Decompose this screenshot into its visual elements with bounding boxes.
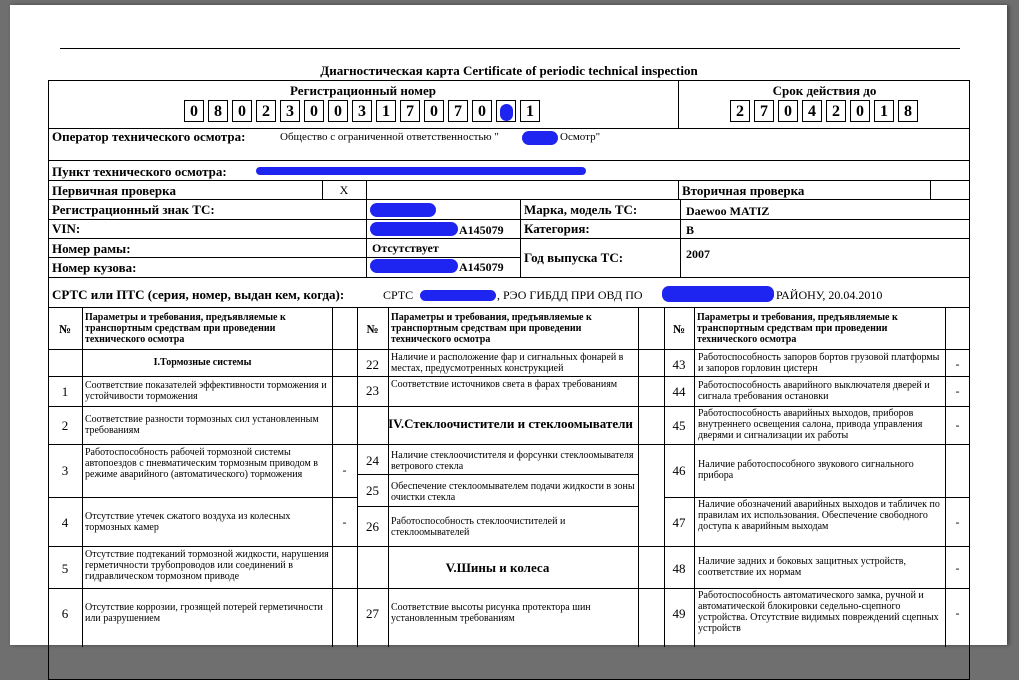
document-title: Диагностическая карта Certificate of periodic technical inspection bbox=[320, 63, 698, 78]
row-mark: - bbox=[955, 418, 960, 432]
vin-value: A145079 bbox=[459, 223, 504, 237]
row-number: 48 bbox=[672, 561, 686, 576]
row-number: 24 bbox=[366, 453, 379, 468]
row-text: Наличие стеклоочистителя и форсунки стеклоомывателя ветрового стекла bbox=[391, 450, 634, 472]
row-mark: - bbox=[955, 357, 960, 371]
grid-line bbox=[357, 444, 664, 445]
validity-digit: 0 bbox=[778, 100, 798, 122]
year-value: 2007 bbox=[686, 247, 710, 261]
reg-digit: 8 bbox=[208, 100, 228, 122]
grid-line bbox=[357, 588, 664, 589]
operator-value-end: Осмотр" bbox=[560, 131, 601, 143]
primary-check-mark: X bbox=[339, 183, 349, 197]
grid-line bbox=[664, 406, 970, 407]
row-text: Соответствие разности тормозных сил установленным требованиям bbox=[85, 414, 319, 436]
redaction-mark bbox=[370, 259, 458, 273]
redaction-mark bbox=[370, 203, 436, 217]
grid-line bbox=[48, 406, 357, 407]
validity-digit: 8 bbox=[898, 100, 918, 122]
category-value: B bbox=[686, 223, 695, 237]
operator-value: Общество с ограниченной ответственностью " bbox=[280, 131, 499, 143]
validity-digit: 0 bbox=[850, 100, 870, 122]
row-mark: - bbox=[342, 515, 347, 529]
reg-digit: 0 bbox=[184, 100, 204, 122]
section-title: IV.Стеклоочистители и стеклоомыватели bbox=[388, 416, 633, 431]
row-text: Работоспособность рабочей тормозной системы автопоездов с пневматическим тормозным приводом в режиме аварийного (автоматического) торможения bbox=[85, 447, 319, 480]
reg-digit: 0 bbox=[304, 100, 324, 122]
operator-label: Оператор технического осмотра: bbox=[52, 129, 246, 144]
divider bbox=[678, 180, 679, 199]
divider bbox=[48, 257, 520, 258]
row-text: Отсутствие подтеканий тормозной жидкости, нарушения герметичности трубопроводов или соединений в гидравлическом тормозном приводе bbox=[85, 549, 329, 582]
row-text: Соответствие источников света в фарах требованиям bbox=[391, 379, 618, 390]
primary-check-label: Первичная проверка bbox=[52, 183, 176, 198]
grid-line bbox=[664, 546, 970, 547]
row-mark: - bbox=[342, 463, 347, 477]
reg-digit: 7 bbox=[400, 100, 420, 122]
grid-line bbox=[48, 349, 970, 350]
row-number: 45 bbox=[672, 418, 686, 433]
row-text: Работоспособность аварийного выключателя дверей и сигнала требования остановки bbox=[698, 380, 930, 402]
row-mark: - bbox=[955, 606, 960, 620]
grid-line bbox=[48, 546, 357, 547]
row-number: 43 bbox=[672, 357, 686, 372]
body-number-label: Номер кузова: bbox=[52, 260, 137, 275]
divider bbox=[48, 238, 970, 239]
divider bbox=[48, 180, 970, 181]
inspection-point-label: Пункт технического осмотра: bbox=[52, 164, 227, 179]
grid-line bbox=[638, 307, 639, 647]
row-text: Отсутствие коррозии, грозящей потерей герметичности или разрушением bbox=[85, 602, 323, 624]
section-title: I.Тормозные системы bbox=[153, 357, 252, 368]
row-number: 5 bbox=[61, 561, 69, 576]
row-number: 46 bbox=[672, 463, 686, 478]
divider bbox=[48, 219, 970, 220]
grid-line bbox=[48, 497, 357, 498]
reg-digit: 1 bbox=[376, 100, 396, 122]
reg-digit: 1 bbox=[520, 100, 540, 122]
validity-digit: 1 bbox=[874, 100, 894, 122]
grid-line bbox=[664, 444, 970, 445]
no-header: № bbox=[366, 322, 379, 336]
row-number: 6 bbox=[61, 606, 69, 621]
reg-digit: 3 bbox=[280, 100, 300, 122]
grid-line bbox=[664, 497, 970, 498]
grid-line bbox=[357, 506, 638, 507]
row-number: 49 bbox=[672, 606, 686, 621]
validity-digits bbox=[730, 100, 922, 122]
validity-digit: 4 bbox=[802, 100, 822, 122]
redaction-mark bbox=[256, 167, 586, 175]
row-text: Работоспособность запоров бортов грузовой платформы и запоров горловин цистерн bbox=[698, 352, 940, 374]
grid-line bbox=[694, 307, 695, 647]
row-number: 47 bbox=[672, 515, 686, 530]
validity-digit: 7 bbox=[754, 100, 774, 122]
validity-digit: 2 bbox=[730, 100, 750, 122]
srts-suffix: РАЙОНУ, 20.04.2010 bbox=[776, 288, 883, 302]
reg-digit: 0 bbox=[424, 100, 444, 122]
grid-line bbox=[357, 546, 664, 547]
redaction-mark bbox=[500, 104, 513, 121]
reg-digit: 3 bbox=[352, 100, 372, 122]
redaction-mark bbox=[370, 222, 458, 236]
srts-issuer: , РЭО ГИБДД ПРИ ОВД ПО bbox=[497, 288, 643, 302]
grid-line bbox=[48, 444, 357, 445]
row-number: 22 bbox=[366, 357, 379, 372]
row-number: 23 bbox=[366, 383, 379, 398]
redaction-mark bbox=[522, 131, 558, 145]
row-text: Наличие обозначений аварийных выходов и табличек по правилам их использования. Обеспечение свободного доступа к аварийным выходам bbox=[698, 499, 940, 532]
srts-prefix: СРТС bbox=[383, 288, 414, 302]
row-text: Соответствие высоты рисунка протектора шин установленным требованиям bbox=[391, 602, 591, 624]
divider bbox=[48, 307, 970, 308]
reg-sign-label: Регистрационный знак ТС: bbox=[52, 202, 215, 217]
grid-line bbox=[664, 588, 970, 589]
validity-label: Срок действия до bbox=[772, 83, 877, 98]
param-header: Параметры и требования, предъявляемые к транспортным средствам при проведении технического осмотра bbox=[85, 312, 286, 345]
row-text: Работоспособность стеклоочистителей и стеклоомывателей bbox=[391, 516, 566, 538]
redaction-mark bbox=[420, 290, 496, 301]
grid-line bbox=[48, 588, 357, 589]
row-mark: - bbox=[955, 384, 960, 398]
grid-line bbox=[48, 376, 357, 377]
row-number: 44 bbox=[672, 384, 686, 399]
year-label: Год выпуска ТС: bbox=[524, 250, 624, 265]
divider bbox=[48, 160, 970, 161]
divider bbox=[48, 199, 970, 200]
make-model-label: Марка, модель ТС: bbox=[524, 202, 638, 217]
category-label: Категория: bbox=[524, 221, 590, 236]
row-text: Наличие задних и боковых защитных устройств, соответствие их нормам bbox=[698, 556, 907, 578]
redaction-mark bbox=[662, 286, 774, 302]
reg-number-label: Регистрационный номер bbox=[290, 83, 436, 98]
row-text: Обеспечение стеклоомывателем подачи жидкости в зоны очистки стекла bbox=[391, 481, 635, 503]
reg-digit: 0 bbox=[328, 100, 348, 122]
reg-digit-redacted bbox=[496, 100, 516, 122]
row-text: Соответствие показателей эффективности торможения и устойчивости торможения bbox=[85, 380, 327, 402]
row-text: Работоспособность аварийных выходов, приборов внутреннего освещения салона, привода управления дверями и сигнализации их работы bbox=[698, 408, 923, 441]
vin-label: VIN: bbox=[52, 221, 81, 236]
divider bbox=[930, 180, 931, 199]
param-header: Параметры и требования, предъявляемые к транспортным средствам при проведении технического осмотра bbox=[391, 312, 592, 345]
grid-line bbox=[357, 474, 638, 475]
grid-line bbox=[357, 406, 664, 407]
row-number: 2 bbox=[61, 418, 69, 433]
row-number: 26 bbox=[366, 519, 379, 534]
body-number-value: A145079 bbox=[459, 260, 504, 274]
make-model-value: Daewoo MATIZ bbox=[686, 204, 770, 218]
validity-digit: 2 bbox=[826, 100, 846, 122]
row-text: Отсутствие утечек сжатого воздуха из колесных тормозных камер bbox=[85, 511, 291, 533]
row-mark: - bbox=[955, 515, 960, 529]
row-number: 3 bbox=[61, 463, 69, 478]
row-number: 1 bbox=[61, 384, 69, 399]
row-number: 4 bbox=[61, 515, 69, 530]
grid-line bbox=[664, 376, 970, 377]
row-number: 27 bbox=[366, 606, 379, 621]
frame-number-label: Номер рамы: bbox=[52, 241, 131, 256]
no-header: № bbox=[672, 322, 686, 336]
reg-digit: 2 bbox=[256, 100, 276, 122]
srts-label: СРТС или ПТС (серия, номер, выдан кем, когда): bbox=[52, 287, 345, 302]
row-text: Наличие работоспособного звукового сигнального прибора bbox=[698, 459, 914, 481]
row-mark: - bbox=[955, 561, 960, 575]
param-header: Параметры и требования, предъявляемые к транспортным средствам при проведении технического осмотра bbox=[697, 312, 898, 345]
reg-digit: 0 bbox=[232, 100, 252, 122]
top-rule bbox=[60, 48, 960, 49]
row-number: 25 bbox=[366, 483, 379, 498]
reg-number-digits bbox=[184, 100, 544, 122]
no-header: № bbox=[58, 322, 72, 336]
grid-line bbox=[388, 307, 389, 647]
secondary-check-label: Вторичная проверка bbox=[682, 183, 805, 198]
reg-digit: 0 bbox=[472, 100, 492, 122]
divider bbox=[366, 180, 367, 277]
grid-line bbox=[357, 376, 664, 377]
frame-number-value: Отсутствует bbox=[372, 241, 439, 255]
section-title: V.Шины и колеса bbox=[445, 560, 550, 575]
row-text: Работоспособность автоматического замка, ручной и автоматической блокировки седельно-сцепного устройства. Отсутствие видимых повреждений сцепных устройств bbox=[698, 590, 939, 634]
divider bbox=[48, 277, 970, 278]
row-text: Наличие и расположение фар и сигнальных фонарей в местах, предусмотренных конструкцией bbox=[391, 352, 624, 374]
reg-digit: 7 bbox=[448, 100, 468, 122]
